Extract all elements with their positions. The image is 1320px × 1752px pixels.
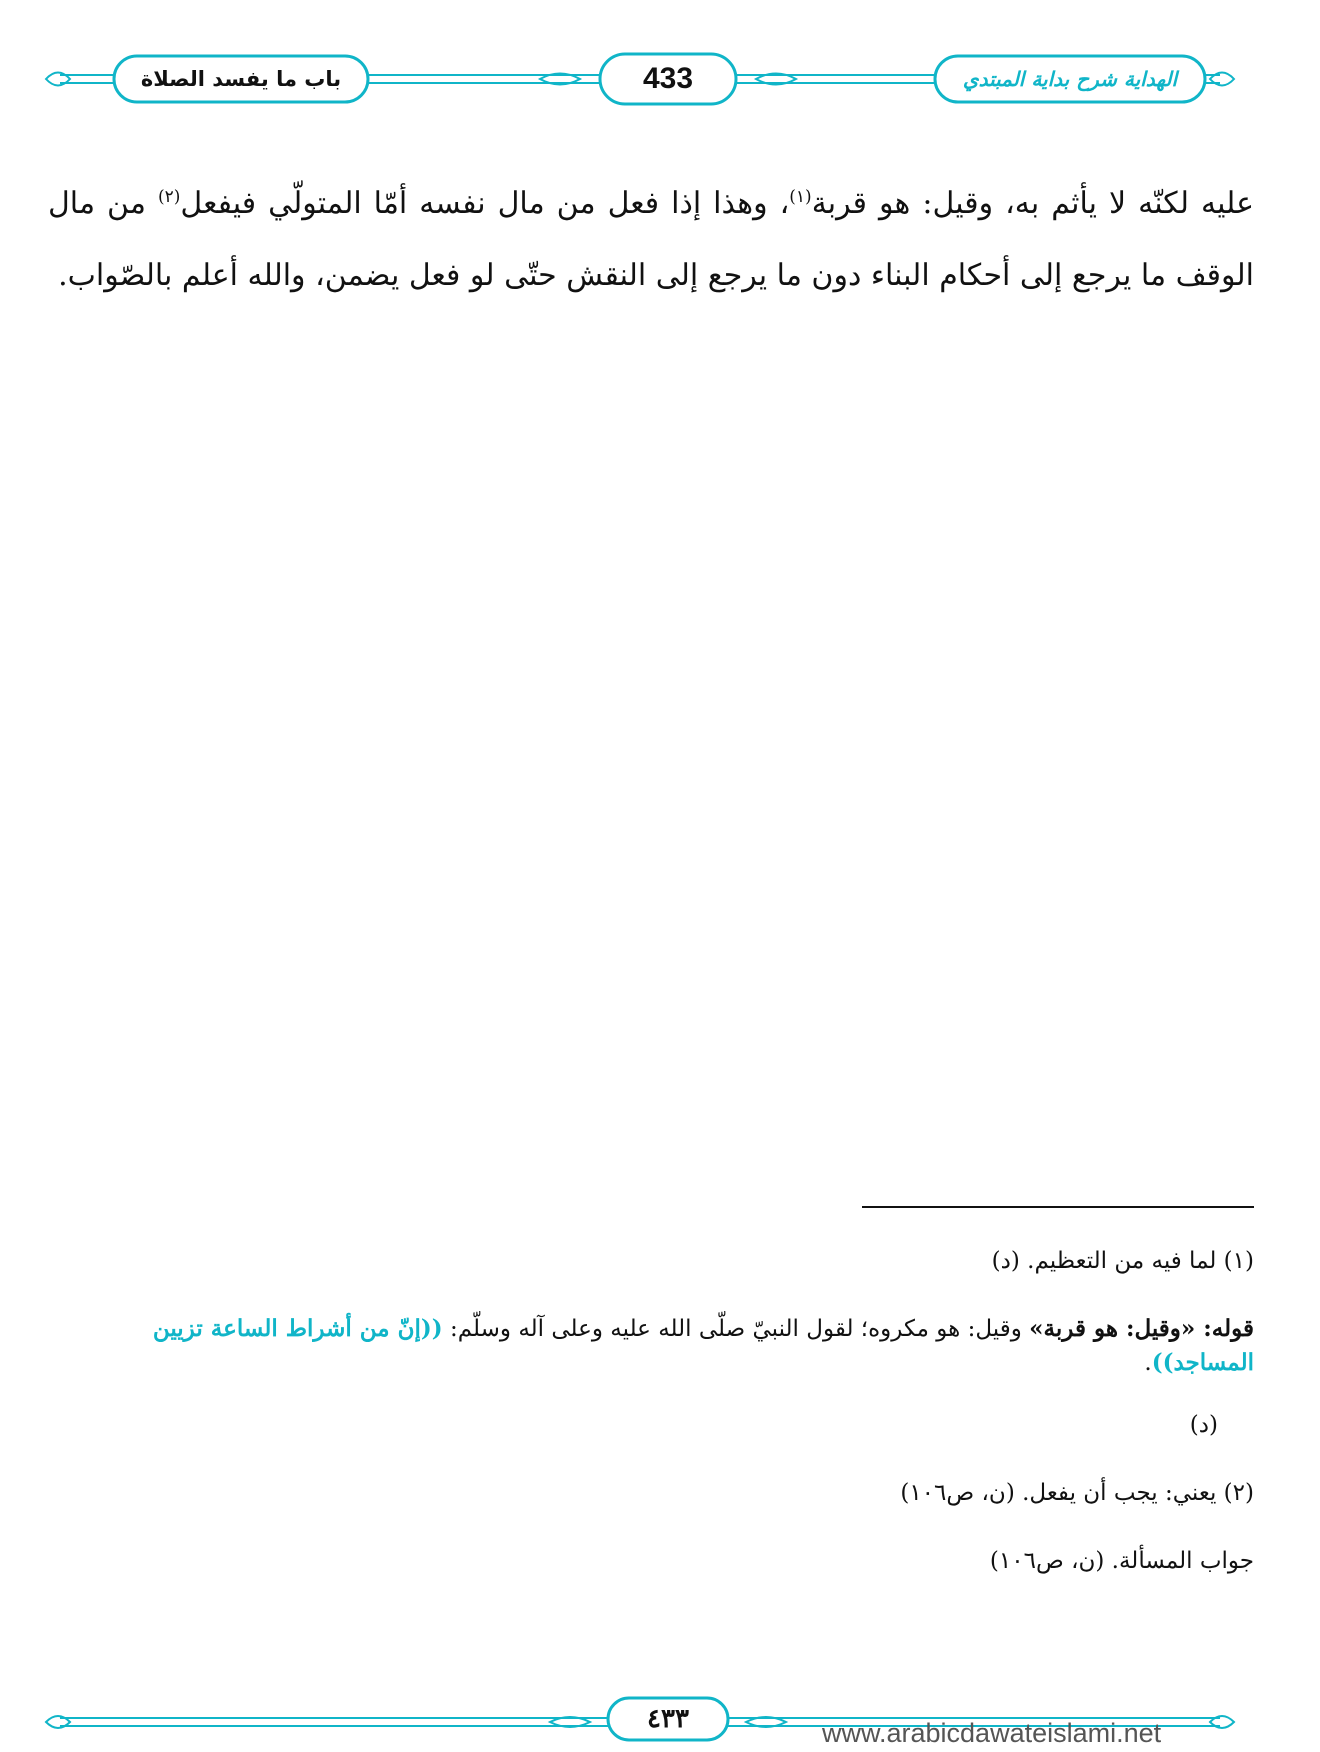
chapter-title: باب ما يفسد الصلاة: [140, 67, 342, 91]
body-line2: يرجع إلى أحكام البناء دون ما يرجع إلى النقش حتّى لو فعل يضمن، والله أعلم بالصّواب.: [58, 258, 1132, 293]
footnote-divider: [862, 1206, 1254, 1208]
body-line1-part-a: عليه لكنّه لا يأثم به، وقيل: هو قربة: [811, 186, 1254, 221]
footnote-1-commentary-lead: قوله: «وقيل: هو قربة»: [1029, 1315, 1254, 1342]
footer-page-number: ٤٣٣: [647, 1704, 689, 1734]
footnote-ref-2[interactable]: (٢): [157, 187, 181, 207]
website-url[interactable]: www.arabicdawateislami.net: [822, 1718, 1162, 1748]
hadith-quote: ((إنّ من أشراط الساعة تزيين المساجد)): [152, 1315, 1254, 1376]
book-title: الهداية شرح بداية المبتدي: [962, 67, 1178, 91]
main-text: [48, 168, 1254, 312]
footnote-1-commentary-end: .: [1144, 1350, 1152, 1376]
footnote-1-commentary-source: (د): [1189, 1412, 1218, 1438]
page-header: [40, 44, 1240, 114]
footnote-1-commentary: [48, 1312, 1254, 1380]
body-line1-part-c: من مال الوقف ما: [48, 186, 1254, 293]
body-line1-part-b: ، وهذا إذا فعل من مال نفسه أمّا المتولّي فيفعل: [180, 186, 790, 221]
footnote-1: (١) لما فيه من التعظيم. (د): [991, 1248, 1254, 1274]
footnotes: [48, 1244, 1254, 1612]
page-number: 433: [642, 62, 694, 95]
footnote-2-commentary: جواب المسألة. (ن، ص١٠٦): [989, 1548, 1254, 1574]
footnote-1-commentary-text: وقيل: هو مكروه؛ لقول النبيّ صلّى الله عليه وعلى آله وسلّم:: [442, 1316, 1030, 1342]
footnote-2: (٢) يعني: يجب أن يفعل. (ن، ص١٠٦): [900, 1480, 1254, 1506]
footnote-ref-1[interactable]: (١): [789, 187, 812, 207]
